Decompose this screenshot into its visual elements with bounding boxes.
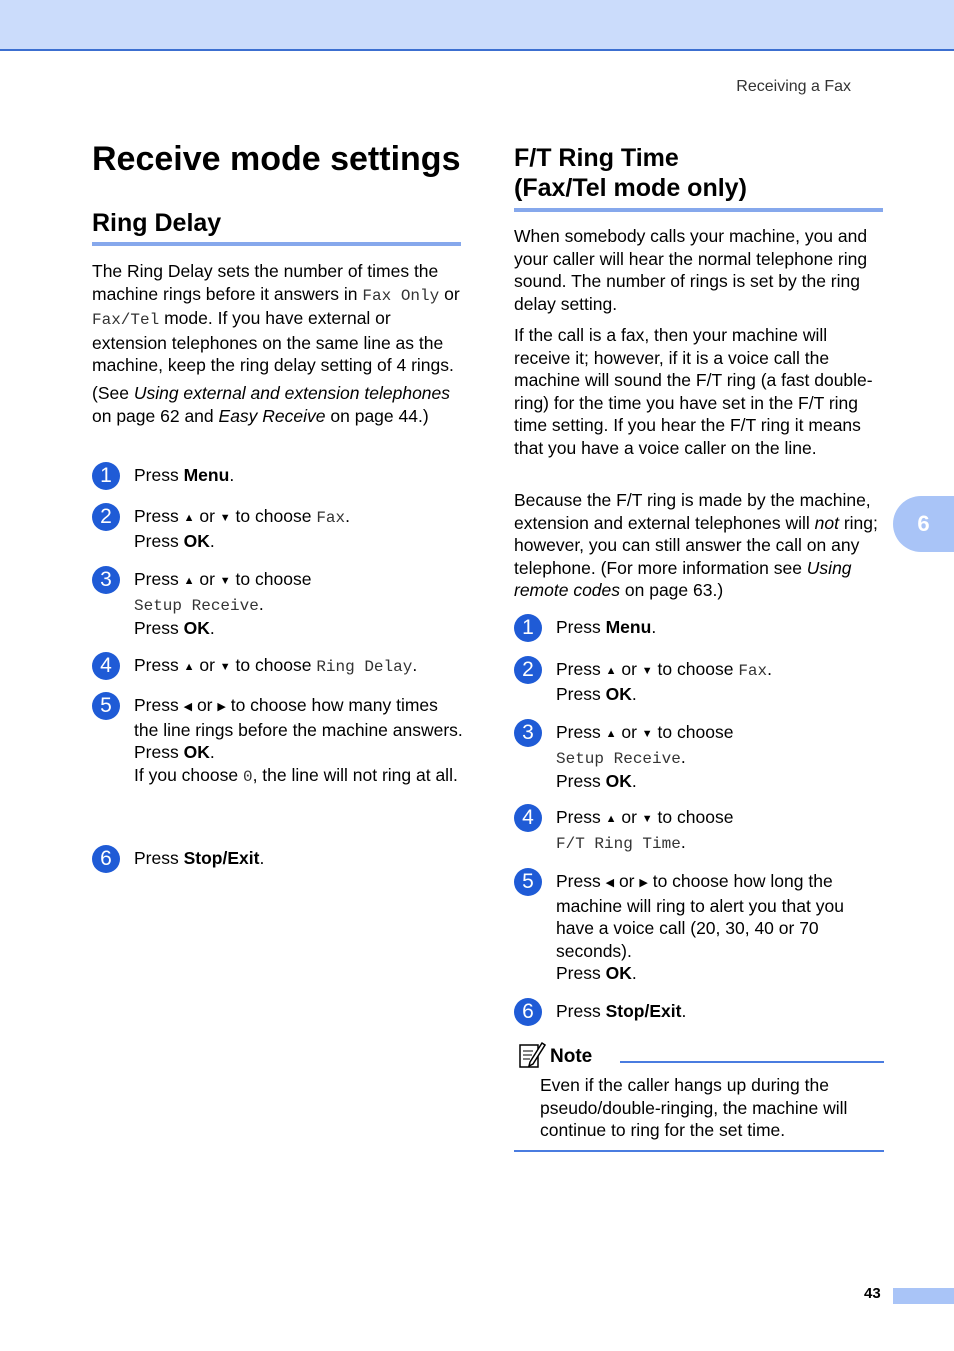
- note-label: Note: [550, 1046, 593, 1067]
- link-external-extension: Using external and extension telephones: [133, 383, 451, 403]
- down-arrow-icon: ▼: [219, 575, 231, 587]
- up-arrow-icon: ▲: [183, 575, 195, 587]
- right-arrow-icon: ▶: [217, 701, 226, 713]
- note-bottom-rule: [514, 1150, 884, 1152]
- chapter-tab: [893, 496, 954, 552]
- step-number: 5: [514, 868, 542, 896]
- page-number-bar: [893, 1288, 954, 1304]
- step-number: 6: [514, 998, 542, 1026]
- left-arrow-icon: ◀: [605, 877, 615, 889]
- up-arrow-icon: ▲: [183, 512, 195, 524]
- step-number: 3: [514, 719, 542, 747]
- section-rule: [92, 242, 461, 246]
- key-ok: OK: [183, 618, 210, 638]
- key-menu: Menu: [605, 617, 652, 637]
- key-ok: OK: [183, 742, 210, 762]
- down-arrow-icon: ▼: [219, 512, 231, 524]
- key-menu: Menu: [183, 465, 230, 485]
- key-stop-exit: Stop/Exit: [605, 1001, 682, 1021]
- step-number: 4: [514, 804, 542, 832]
- ring-delay-intro: The Ring Delay sets the number of times the machine rings before it answers in Fax Only or Fax/Tel mode. If you have external or extension telephones on the same line as the machine, keep the ring delay setting of 4 rings.: [92, 261, 460, 375]
- down-arrow-icon: ▼: [219, 661, 231, 673]
- key-ok: OK: [183, 530, 210, 551]
- key-ok: OK: [605, 963, 632, 983]
- key-ok: OK: [605, 771, 632, 791]
- note-rule: [620, 1061, 884, 1063]
- section-rule: [514, 208, 883, 212]
- header-band: [0, 0, 954, 51]
- step-number: 6: [92, 845, 120, 873]
- code-fax-tel: Fax/Tel: [92, 311, 160, 329]
- chapter-number: 6: [917, 511, 930, 536]
- up-arrow-icon: ▲: [183, 661, 195, 673]
- ft-para-3: Because the F/T ring is made by the machine, extension and external telephones will not ring; however, you can still answer the call on any telephone. (For more information see Using remote codes on page 63.): [514, 490, 878, 600]
- step-number: 3: [92, 566, 120, 594]
- note-pencil-icon: [518, 1040, 546, 1070]
- code-fax-only: Fax Only: [362, 286, 440, 305]
- up-arrow-icon: ▲: [605, 728, 617, 740]
- running-head: Receiving a Fax: [736, 78, 851, 95]
- down-arrow-icon: ▼: [641, 728, 653, 740]
- step-number: 5: [92, 692, 120, 720]
- section-title-ft-ring-time: F/T Ring Time (Fax/Tel mode only): [514, 144, 747, 202]
- key-stop-exit: Stop/Exit: [183, 848, 260, 868]
- ft-para-2: If the call is a fax, then your machine will receive it; however, if it is a voice call the machine will sound the F/T ring (a fast double-ring) for the time you have set in the F/T ring time setting. If you hear the F/T ring it means that you have a voice caller on the line.: [514, 325, 873, 458]
- down-arrow-icon: ▼: [641, 665, 653, 677]
- up-arrow-icon: ▲: [605, 813, 617, 825]
- step-number: 2: [92, 503, 120, 531]
- step-number: 4: [92, 652, 120, 680]
- page-number: 43: [864, 1285, 881, 1302]
- link-remote-codes: Using remote codes: [514, 557, 852, 600]
- down-arrow-icon: ▼: [641, 813, 653, 825]
- step-number: 1: [514, 614, 542, 642]
- ft-ring-heading-block: [514, 143, 883, 212]
- see-reference: (See Using external and extension telephones on page 62 and Easy Receive on page 44.): [92, 383, 451, 426]
- ft-para-1: When somebody calls your machine, you and your caller will hear the normal telephone ring sound. The number of rings is set by the ring delay setting.: [514, 226, 868, 314]
- note-header: [514, 1040, 884, 1072]
- right-arrow-icon: ▶: [639, 877, 648, 889]
- up-arrow-icon: ▲: [605, 665, 617, 677]
- note-text: Even if the caller hangs up during the pseudo/double-ringing, the machine will continue to ring for the set time.: [540, 1075, 848, 1140]
- page-title: Receive mode settings: [92, 140, 461, 178]
- section-title-ring-delay: Ring Delay: [92, 209, 222, 237]
- step-number: 1: [92, 462, 120, 490]
- step-number: 2: [514, 656, 542, 684]
- key-ok: OK: [605, 683, 632, 704]
- ring-delay-heading-block: [92, 208, 461, 246]
- link-easy-receive: Easy Receive: [218, 405, 326, 426]
- left-arrow-icon: ◀: [183, 701, 193, 713]
